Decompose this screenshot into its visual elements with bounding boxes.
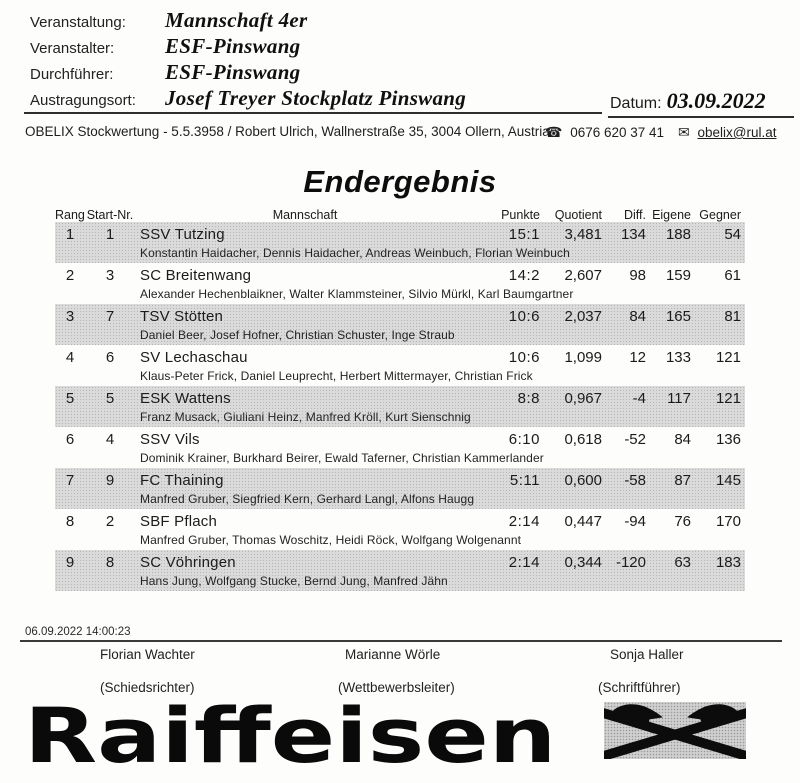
quotient-cell: 0,600 xyxy=(564,471,602,489)
software-info-text: OBELIX Stockwertung - 5.5.3958 / Robert Ulrich, Wallnerstraße 35, 3004 Ollern, Austria xyxy=(25,124,550,139)
start-number-cell: 6 xyxy=(105,348,115,366)
print-timestamp: 06.09.2022 14:00:23 xyxy=(25,626,131,638)
quotient-cell: 1,099 xyxy=(564,348,602,366)
table-row xyxy=(55,550,745,591)
rank-cell: 4 xyxy=(65,348,75,366)
players-line: Franz Musack, Giuliani Heinz, Manfred Kröll, Kurt Sienschnig xyxy=(140,410,471,424)
quotient-cell: 0,344 xyxy=(564,553,602,571)
field-value: ESF-Pinswang xyxy=(165,34,301,58)
software-info-row xyxy=(25,122,785,142)
difference-cell: 84 xyxy=(629,307,646,325)
difference-cell: -52 xyxy=(624,430,646,448)
own-points-cell: 188 xyxy=(665,225,691,243)
results-table xyxy=(55,205,745,591)
team-name-cell: ESK Wattens xyxy=(140,389,231,407)
points-cell: 10:6 xyxy=(508,348,540,366)
table-row xyxy=(55,509,745,550)
quotient-cell: 2,037 xyxy=(564,307,602,325)
header-divider-right xyxy=(608,116,794,118)
col-header-mannschaft: Mannschaft xyxy=(272,208,338,222)
players-line: Manfred Gruber, Siegfried Kern, Gerhard Langl, Alfons Haugg xyxy=(140,492,475,506)
email-contact xyxy=(678,124,777,141)
own-points-cell: 117 xyxy=(667,389,691,407)
table-row xyxy=(55,222,745,263)
opponent-points-cell: 121 xyxy=(715,348,741,366)
date-value: 03.09.2022 xyxy=(666,88,766,113)
field-label: Austragungsort: xyxy=(30,92,136,109)
raiffeisen-gable-cross-icon xyxy=(604,702,746,759)
own-points-cell: 76 xyxy=(674,512,691,530)
signature-name-schiedsrichter: Florian Wachter xyxy=(100,647,195,662)
date-label: Datum: xyxy=(610,95,662,112)
team-line xyxy=(55,304,745,328)
own-points-cell: 87 xyxy=(674,471,691,489)
col-header-diff: Diff. xyxy=(624,208,646,222)
difference-cell: -58 xyxy=(624,471,646,489)
difference-cell: -94 xyxy=(624,512,646,530)
start-number-cell: 7 xyxy=(105,307,115,325)
start-number-cell: 9 xyxy=(105,471,115,489)
team-name-cell: SSV Vils xyxy=(140,430,200,448)
signature-role-schriftfuehrer: (Schriftführer) xyxy=(598,680,681,695)
quotient-cell: 0,618 xyxy=(564,430,602,448)
field-label: Veranstalter: xyxy=(30,40,115,57)
rank-cell: 9 xyxy=(65,553,75,571)
table-row xyxy=(55,345,745,386)
table-header-row xyxy=(55,205,745,222)
signature-role-wettbewerbsleiter: (Wettbewerbsleiter) xyxy=(338,680,455,695)
rank-cell: 7 xyxy=(65,471,75,489)
points-cell: 10:6 xyxy=(508,307,540,325)
rank-cell: 2 xyxy=(65,266,75,284)
field-label: Durchführer: xyxy=(30,66,114,83)
start-number-cell: 1 xyxy=(105,225,115,243)
team-name-cell: SV Lechaschau xyxy=(140,348,248,366)
own-points-cell: 63 xyxy=(674,553,691,571)
team-name-cell: TSV Stötten xyxy=(140,307,224,325)
date-field xyxy=(610,88,766,114)
opponent-points-cell: 61 xyxy=(724,266,741,284)
page-title: Endergebnis xyxy=(303,164,497,199)
difference-cell: -120 xyxy=(615,553,646,571)
points-cell: 8:8 xyxy=(517,389,540,407)
team-name-cell: SC Breitenwang xyxy=(140,266,252,284)
own-points-cell: 159 xyxy=(665,266,691,284)
rank-cell: 8 xyxy=(65,512,75,530)
points-cell: 2:14 xyxy=(508,512,540,530)
raiffeisen-logo-text: Raiffeisen xyxy=(24,691,557,780)
envelope-icon: ✉ xyxy=(678,124,690,140)
players-line: Konstantin Haidacher, Dennis Haidacher, Andreas Weinbuch, Florian Weinbuch xyxy=(140,246,570,260)
team-line xyxy=(55,263,745,287)
team-line xyxy=(55,222,745,246)
team-name-cell: SC Vöhringen xyxy=(140,553,236,571)
col-header-rang: Rang xyxy=(55,208,85,222)
signature-name-schriftfuehrer: Sonja Haller xyxy=(610,647,684,662)
opponent-points-cell: 54 xyxy=(724,225,741,243)
team-line xyxy=(55,509,745,533)
table-row xyxy=(55,304,745,345)
quotient-cell: 3,481 xyxy=(564,225,602,243)
players-line: Dominik Krainer, Burkhard Beirer, Ewald Taferner, Christian Kammerlander xyxy=(140,451,544,465)
opponent-points-cell: 183 xyxy=(715,553,741,571)
points-cell: 6:10 xyxy=(508,430,540,448)
start-number-cell: 2 xyxy=(105,512,115,530)
email-address: obelix@rul.at xyxy=(697,125,777,140)
team-name-cell: FC Thaining xyxy=(140,471,224,489)
col-header-quotient: Quotient xyxy=(554,208,602,222)
table-row xyxy=(55,386,745,427)
players-line: Daniel Beer, Josef Hofner, Christian Schuster, Inge Straub xyxy=(140,328,455,342)
rank-cell: 1 xyxy=(65,225,75,243)
rank-cell: 5 xyxy=(65,389,75,407)
opponent-points-cell: 170 xyxy=(715,512,741,530)
team-line xyxy=(55,427,745,451)
field-durchfuehrer xyxy=(30,60,466,86)
table-body xyxy=(55,222,745,591)
opponent-points-cell: 136 xyxy=(715,430,741,448)
own-points-cell: 133 xyxy=(665,348,691,366)
field-austragungsort xyxy=(30,86,466,114)
field-label: Veranstaltung: xyxy=(30,14,126,31)
start-number-cell: 5 xyxy=(105,389,115,407)
quotient-cell: 2,607 xyxy=(564,266,602,284)
quotient-cell: 0,447 xyxy=(564,512,602,530)
field-value: ESF-Pinswang xyxy=(165,60,301,84)
phone-icon: ☎ xyxy=(545,124,563,140)
difference-cell: -4 xyxy=(632,389,646,407)
points-cell: 14:2 xyxy=(508,266,540,284)
difference-cell: 98 xyxy=(629,266,646,284)
players-line: Klaus-Peter Frick, Daniel Leuprecht, Herbert Mittermayer, Christian Frick xyxy=(140,369,533,383)
difference-cell: 134 xyxy=(620,225,646,243)
field-veranstaltung xyxy=(30,8,466,34)
opponent-points-cell: 81 xyxy=(724,307,741,325)
header-divider-left xyxy=(24,112,602,114)
own-points-cell: 84 xyxy=(674,430,691,448)
col-header-gegner: Gegner xyxy=(699,208,741,222)
signature-name-wettbewerbsleiter: Marianne Wörle xyxy=(345,647,441,662)
team-name-cell: SSV Tutzing xyxy=(140,225,225,243)
signature-divider xyxy=(20,640,782,642)
team-line xyxy=(55,550,745,574)
team-line xyxy=(55,386,745,410)
points-cell: 2:14 xyxy=(508,553,540,571)
rank-cell: 3 xyxy=(65,307,75,325)
phone-contact xyxy=(545,124,664,141)
start-number-cell: 3 xyxy=(105,266,115,284)
phone-number: 0676 620 37 41 xyxy=(570,125,665,140)
signature-role-schiedsrichter: (Schiedsrichter) xyxy=(100,680,195,695)
col-header-startnr: Start-Nr. xyxy=(86,208,134,222)
players-line: Alexander Hechenblaikner, Walter Klammsteiner, Silvio Mürkl, Karl Baumgartner xyxy=(140,287,574,301)
col-header-eigene: Eigene xyxy=(652,208,691,222)
points-cell: 15:1 xyxy=(508,225,540,243)
field-veranstalter xyxy=(30,34,466,60)
players-line: Manfred Gruber, Thomas Woschitz, Heidi Röck, Wolfgang Wolgenannt xyxy=(140,533,522,547)
opponent-points-cell: 145 xyxy=(715,471,741,489)
opponent-points-cell: 121 xyxy=(715,389,741,407)
table-row xyxy=(55,263,745,304)
field-value: Josef Treyer Stockplatz Pinswang xyxy=(165,86,467,110)
col-header-punkte: Punkte xyxy=(501,208,540,222)
table-row xyxy=(55,427,745,468)
header-fields xyxy=(30,8,466,114)
team-line xyxy=(55,345,745,369)
team-name-cell: SBF Pflach xyxy=(140,512,218,530)
players-line: Hans Jung, Wolfgang Stucke, Bernd Jung, Manfred Jähn xyxy=(140,574,448,588)
rank-cell: 6 xyxy=(65,430,75,448)
team-line xyxy=(55,468,745,492)
field-value: Mannschaft 4er xyxy=(165,8,308,32)
table-row xyxy=(55,468,745,509)
quotient-cell: 0,967 xyxy=(564,389,602,407)
start-number-cell: 8 xyxy=(105,553,115,571)
points-cell: 5:11 xyxy=(509,471,540,489)
start-number-cell: 4 xyxy=(105,430,115,448)
own-points-cell: 165 xyxy=(665,307,691,325)
difference-cell: 12 xyxy=(629,348,646,366)
